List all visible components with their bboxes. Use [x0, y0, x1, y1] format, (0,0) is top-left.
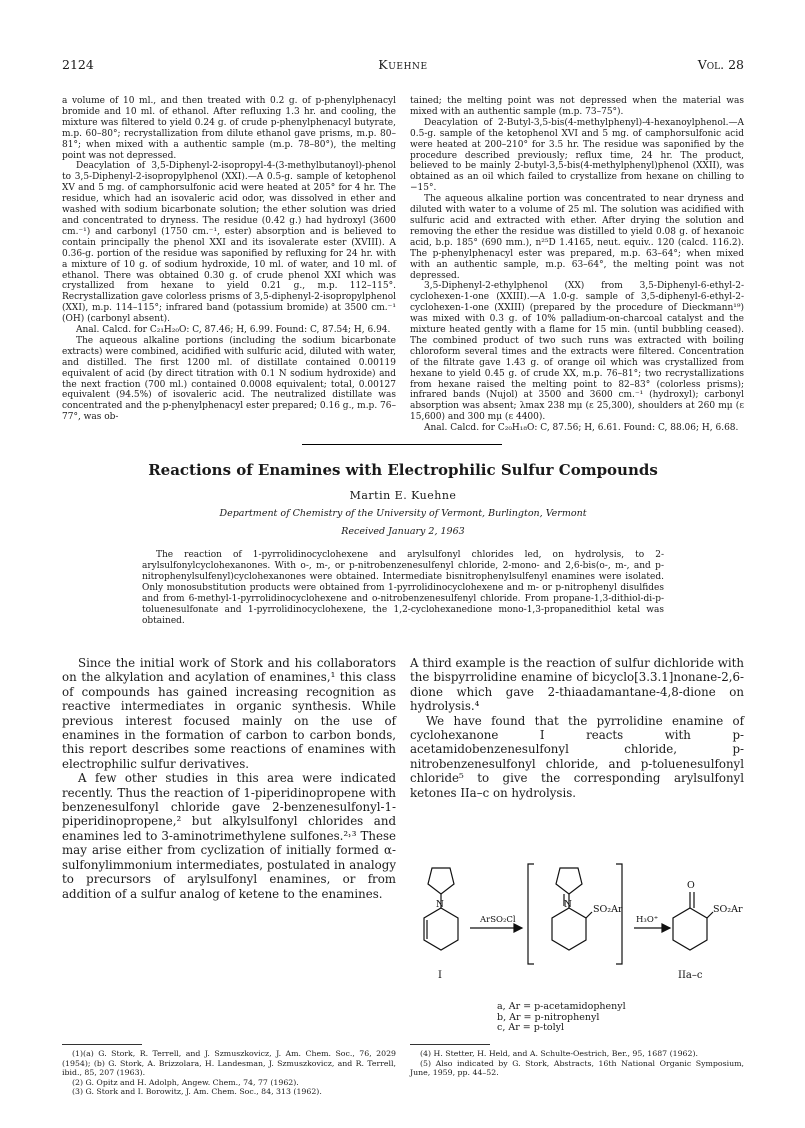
substituent-list: [497, 1002, 626, 1034]
so2ar-label: SO₂Ar: [593, 904, 623, 915]
substituent-a: a, Ar = p-acetamidophenyl: [497, 1001, 626, 1012]
paragraph: A third example is the reaction of sulfur dichloride with the bispyrrolidine enamine of bicyclo[3.3.1]nonane-2,6-dione which gave 2-thiaadamantane-4,8-dione on hydrolysis.⁴: [410, 656, 744, 714]
article-title: Reactions of Enamines with Electrophilic Sulfur Compounds: [148, 461, 658, 479]
label-o: O: [687, 880, 695, 891]
abstract: The reaction of 1-pyrrolidinocyclohexene and arylsulfonyl chlorides led, on hydrolysis, to 2-arylsulfonylcyclohexanones. With o-, m-, or p-nitrobenzenesulfenyl chloride, 2-mono- and 2,6-bis(o-, m-, and p-nitrophenylsulfenyl)cyclohexanones were obtained. Intermediate bisnitrophenylsulfenyl enamines were isolated. Only monosubstitution products were obtained from 1-pyrrolidinocyclohexene and m- or p-nitrophenyl disulfides and from 6-methyl-1-pyrrolidinocyclohexene and o-nitrobenzenesulfenyl chloride. From propane-1,3-dithiol-di-p-toluenesulfonate and 1-pyrrolidinocyclohexene, the 1,2-cyclohexanedione mono-1,3-propanedithiol ketal was obtained.: [142, 550, 664, 626]
affiliation: Department of Chemistry of the University of Vermont, Burlington, Vermont: [219, 508, 587, 519]
paragraph: Deacylation of 2-Butyl-3,5-bis(4-methylphenyl)-4-hexanoylphenol.—A 0.5-g. sample of the ketophenol XVI and 5 mg. of camphorsulfonic acid were heated at 200–210° for 3.5 hr. The residue was saponified by the procedure described previously; reflux time, 24 hr. The product, believed to be mainly 2-butyl-3,5-bis(4-methylphenyl)phenol (XXII), was obtained as an oil which failed to crystallize from hexane on chilling to −15°.: [410, 117, 744, 194]
paragraph: A few other studies in this area were indicated recently. Thus the reaction of 1-piperidinopropene with benzenesulfonyl chloride gave 2-benzenesulfonyl-1-piperidinopropene,² but alkylsulfonyl chlorides and enamines led to 3-aminotrimethylene sulfones.²˒³ These may arise either from cyclization of initially formed α-sulfonylimmonium intermediates, postulated in analogy to precursors of arylsulfonyl enamines, or from addition of a sulfur analog of ketene to the enamines.: [62, 771, 396, 901]
experimental-column-left: [62, 96, 396, 423]
paragraph: Since the initial work of Stork and his collaborators on the alkylation and acylation of enamines,¹ this class of compounds has gained increasing recognition as reactive intermediates in organic synthesis. While previous interest focused mainly on the use of enamines in the formation of carbon to carbon bonds, this report describes some reactions of enamines with electrophilic sulfur derivatives.: [62, 656, 396, 771]
footnote: (1)(a) G. Stork, R. Terrell, and J. Szmuszkovicz, J. Am. Chem. Soc., 76, 2029 (1954); (b) G. Stork, A. Brizzolara, H. Landesman, J. Szmuszkovicz, and R. Terrell, ibid., 85, 207 (1963).: [62, 1049, 396, 1078]
paragraph: The aqueous alkaline portions (including the sodium bicarbonate extracts) were combined, acidified with sulfuric acid, diluted with water, and distilled. The first 1200 ml. of distillate contained 0.00119 equivalent of acid (by direct titration with 0.1 N sodium hydroxide) and the next fraction (700 ml.) contained 0.0008 equivalent; total, 0.00127 equivalent (94.5%) of isovaleric acid. The neutralized distillate was concentrated and the p-phenylphenacyl ester prepared; 0.16 g., m.p. 76–77°, was ob-: [62, 335, 396, 423]
substituent-b: b, Ar = p-nitrophenyl: [497, 1011, 600, 1023]
footnotes-left: [62, 1049, 396, 1097]
footnote: (3) G. Stork and I. Borowitz, J. Am. Chem. Soc., 84, 313 (1962).: [72, 1087, 322, 1097]
paragraph: Anal. Calcd. for C₂₀H₁₈O: C, 87.56; H, 6.61. Found: C, 88.06; H, 6.68.: [424, 423, 739, 434]
page-header: [62, 57, 744, 77]
footnote: (4) H. Stetter, H. Held, and A. Schulte-Oestrich, Ber., 95, 1687 (1962).: [420, 1049, 698, 1058]
substituent-c: c, Ar = p-tolyl: [497, 1022, 565, 1033]
body-column-right: [410, 656, 744, 800]
footnotes-right: [410, 1049, 744, 1078]
paragraph: 3,5-Diphenyl-2-ethylphenol (XX) from 3,5-Diphenyl-6-ethyl-2-cyclohexen-1-one (XXIII).—A 1.0-g. sample of 3,5-diphenyl-6-ethyl-2-cyclohexen-1-one (XXIII) (prepared by the procedure of Dieckmann¹⁹) was mixed with 0.3 g. of 10% palladium-on-charcoal catalyst and the mixture heated gently with a flame for 15 min. (until bubbling ceased). The combined product of two such runs was extracted with boiling chloroform several times and the extracts were filtered. Concentration of the filtrate gave 1.43 g. of orange oil which was crystallized from hexane to yield 0.45 g. of crude XX, m.p. 76–81°; two recrystallizations from hexane raised the melting point to 82–83° (colorless prisms); infrared bands (Nujol) at 3500 and 3600 cm.⁻¹ (hydroxyl); carbonyl absorption was absent; λmax 238 mμ (ε 25,300), shoulders at 260 mμ (ε 15,600) and 300 mμ (ε 4400).: [410, 281, 744, 423]
footnote-rule: [62, 1044, 142, 1045]
reagent-h3o: H₃O⁺: [636, 915, 659, 925]
compound-i-label: I: [438, 970, 442, 981]
so2ar-label: SO₂Ar: [713, 904, 743, 915]
paragraph: Deacylation of 3,5-Diphenyl-2-isopropyl-4-(3-methylbutanoyl)-phenol to 3,5-Diphenyl-2-isopropylphenol (XXI).—A 0.5-g. sample of ketophenol XV and 5 mg. of camphorsulfonic acid were heated at 205° for 4 hr. The residue, which had an isovaleric acid odor, was dissolved in ether and washed with sodium bicarbonate solution; the ether solution was dried and concentrated to dryness. The residue (0.42 g.) had hydroxyl (3600 cm.⁻¹) and carbonyl (1750 cm.⁻¹, ester) absorption and is believed to contain principally the phenol XXI and its isovalerate ester (XVIII). A 0.36-g. portion of the residue was saponified by refluxing for 24 hr. with a mixture of 10 g. of sodium hydroxide, 10 ml. of water, and 10 ml. of ethanol. There was obtained 0.30 g. of crude phenol XXI which was crystallized from hexane to yield 0.21 g., m.p. 112–115°. Recrystallization gave colorless prisms of 3,5-diphenyl-2-isopropylphenol (XXI), m.p. 114–115°; infrared band (potassium bromide) at 3500 cm.⁻¹ (OH) (carbonyl absent).: [62, 161, 396, 325]
volume-label: Vol. 28: [697, 57, 744, 72]
scheme-drawing: [410, 856, 744, 1006]
paragraph: The aqueous alkaline portion was concentrated to near dryness and diluted with water to a volume of 25 ml. The solution was acidified with sulfuric acid and extracted with ether. After drying the solution and removing the ether the residue was distilled to yield 0.08 g. of hexanoic acid, b.p. 185° (690 mm.), n²⁵D 1.4165, neut. equiv.. 120 (calcd. 116.2). The p-phenylphenacyl ester was prepared, m.p. 63–64°; when mixed with an authentic sample, m.p. 63–64°, the melting point was not depressed.: [410, 194, 744, 281]
received-date: Received January 2, 1963: [341, 526, 465, 537]
body-column-left: [62, 656, 396, 901]
paragraph: We have found that the pyrrolidine enamine of cyclohexanone I reacts with p-acetamidobenzenesulfonyl chloride, p-nitrobenzenesulfonyl chloride, and p-toluenesulfonyl chloride⁵ to give the corresponding arylsulfonyl ketones IIa–c on hydrolysis.: [410, 713, 744, 800]
experimental-column-right: [410, 96, 744, 434]
paragraph: Anal. Calcd. for C₂₁H₂₀O: C, 87.46; H, 6.99. Found: C, 87.54; H, 6.94.: [76, 325, 391, 336]
paragraph: tained; the melting point was not depressed when the material was mixed with an authentic sample (m.p. 73–75°).: [410, 96, 744, 117]
author: Martin E. Kuehne: [349, 489, 457, 502]
footnote-rule: [410, 1044, 490, 1045]
running-title: Kuehne: [378, 57, 428, 72]
reagent-arso2cl: ArSO₂Cl: [480, 915, 516, 925]
compound-ii-label: IIa–c: [678, 970, 703, 981]
label-n: N: [436, 900, 444, 910]
page-number: 2124: [62, 57, 94, 72]
paragraph: a volume of 10 ml., and then treated with 0.2 g. of p-phenylphenacyl bromide and 10 ml. of ethanol. After refluxing 1.3 hr. and cooling, the mixture was filtered to yield 0.24 g. of crude p-phenylphenacyl butyrate, m.p. 60–80°; recrystallization from dilute ethanol gave prisms, m.p. 80–81°; when mixed with a authentic sample (m.p. 78–80°), the melting point was not depressed.: [62, 96, 396, 161]
footnote: (2) G. Opitz and H. Adolph, Angew. Chem., 74, 77 (1962).: [72, 1077, 299, 1087]
section-divider: [302, 444, 502, 445]
label-n-plus: N: [564, 900, 572, 910]
footnote: (5) Also indicated by G. Stork, Abstracts, 16th National Organic Symposium, June, 1959, pp. 44–52.: [410, 1058, 744, 1078]
